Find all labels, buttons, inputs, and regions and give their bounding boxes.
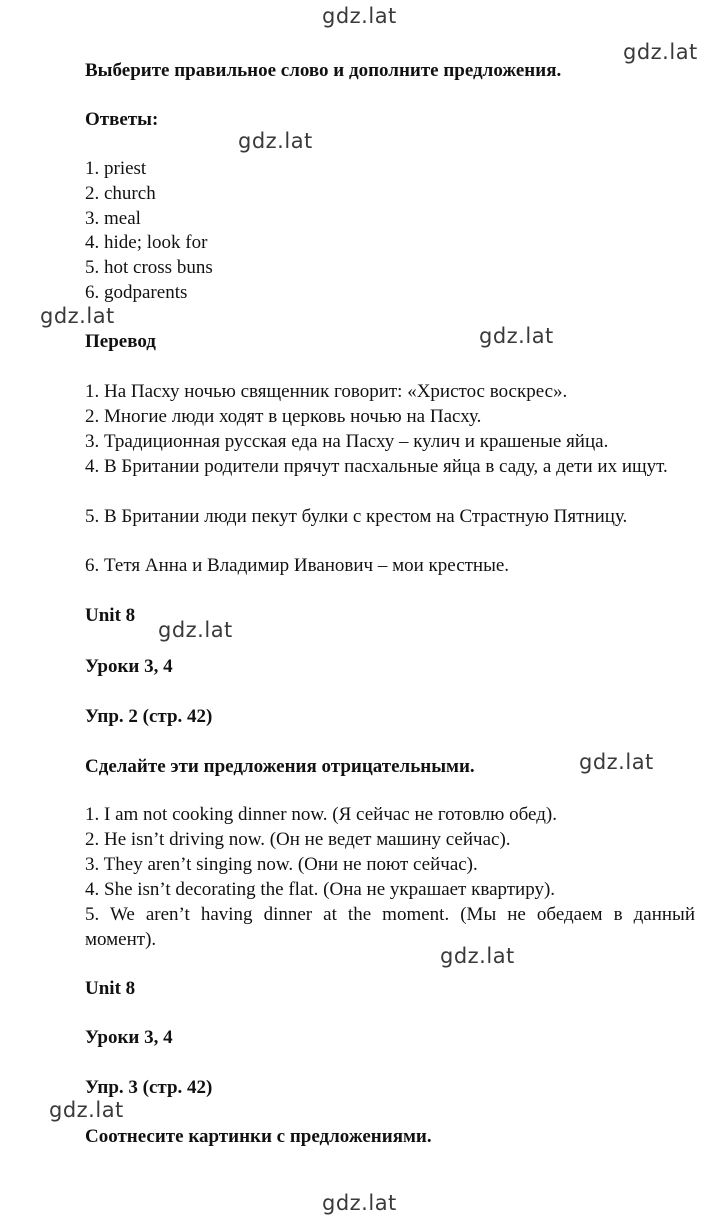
exercise-instruction: Сделайте эти предложения отрицательными. (85, 756, 475, 777)
watermark-text: gdz.lat (158, 618, 233, 642)
unit-heading: Unit 8 (85, 605, 136, 626)
translation-item: 4. В Британии родители прячут пасхальные яйца в саду, а дети их ищут. (85, 456, 668, 477)
watermark-text: gdz.lat (479, 324, 554, 348)
answer-item: 3. meal (85, 208, 141, 229)
unit-heading: Unit 8 (85, 978, 136, 999)
lessons-heading: Уроки 3, 4 (85, 656, 173, 677)
watermark-text: gdz.lat (440, 944, 515, 968)
watermark-text: gdz.lat (238, 129, 313, 153)
translation-item: 5. В Британии люди пекут булки с крестом на Страстную Пятницу. (85, 506, 628, 527)
exercise-item: 3. They aren’t singing now. (Они не поют сейчас). (85, 854, 478, 875)
answer-item: 6. godparents (85, 282, 188, 303)
answer-item: 4. hide; look for (85, 232, 208, 253)
exercise-heading: Упр. 2 (стр. 42) (85, 706, 213, 727)
exercise-item: 2. He isn’t driving now. (Он не ведет машину сейчас). (85, 829, 511, 850)
exercise-item: 5. We aren’t having dinner at the moment. (Мы не обедаем в данный момент). (85, 904, 695, 950)
watermark-text: gdz.lat (322, 1191, 397, 1215)
exercise-item: 4. She isn’t decorating the flat. (Она не украшает квартиру). (85, 879, 556, 900)
answer-item: 1. priest (85, 158, 147, 179)
lessons-heading: Уроки 3, 4 (85, 1027, 173, 1048)
watermark-text: gdz.lat (322, 4, 397, 28)
translation-item: 3. Традиционная русская еда на Пасху – кулич и крашеные яйца. (85, 431, 609, 452)
translation-item: 1. На Пасху ночью священник говорит: «Христос воскрес». (85, 381, 568, 402)
answers-heading: Ответы: (85, 109, 159, 130)
answer-item: 5. hot cross buns (85, 257, 213, 278)
section1-instruction: Выберите правильное слово и дополните предложения. (85, 60, 562, 81)
exercise-heading: Упр. 3 (стр. 42) (85, 1077, 213, 1098)
answer-item: 2. church (85, 183, 156, 204)
translation-item: 2. Многие люди ходят в церковь ночью на Пасху. (85, 406, 482, 427)
exercise-instruction: Соотнесите картинки с предложениями. (85, 1126, 432, 1147)
exercise-item: 1. I am not cooking dinner now. (Я сейчас не готовлю обед). (85, 804, 557, 825)
translation-item: 6. Тетя Анна и Владимир Иванович – мои крестные. (85, 555, 510, 576)
watermark-text: gdz.lat (40, 304, 115, 328)
translation-heading: Перевод (85, 331, 156, 352)
watermark-text: gdz.lat (623, 40, 698, 64)
watermark-text: gdz.lat (579, 750, 654, 774)
watermark-text: gdz.lat (49, 1098, 124, 1122)
